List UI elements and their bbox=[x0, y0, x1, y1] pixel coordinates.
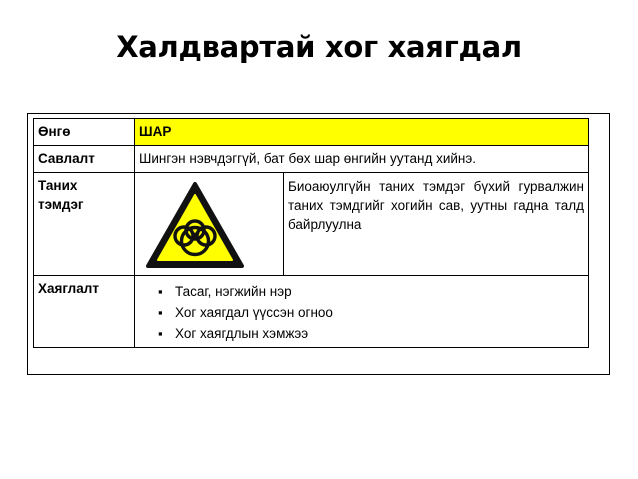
color-label: Өнгө bbox=[34, 119, 135, 146]
list-item: ▪ Хог хаягдлын хэмжээ bbox=[166, 323, 584, 344]
sign-label bbox=[34, 173, 135, 276]
table-row-labeling bbox=[34, 276, 589, 348]
table-row-packaging bbox=[34, 146, 589, 173]
labeling-list bbox=[139, 281, 584, 344]
sign-symbol-cell bbox=[135, 173, 284, 276]
table-row-color bbox=[34, 119, 589, 146]
sign-description: Биоаюулгүйн таних тэмдэг бүхий гурвалжин таних тэмдгийг хогийн сав, уутны гадна талд байрлуулна bbox=[284, 173, 589, 276]
sign-label-line1: Таних bbox=[38, 178, 78, 193]
packaging-label: Савлалт bbox=[34, 146, 135, 173]
packaging-value: Шингэн нэвчдэггүй, бат бөх шар өнгийн уутанд хийнэ. bbox=[135, 146, 589, 173]
color-value: ШАР bbox=[135, 119, 589, 146]
biohazard-warning-icon bbox=[145, 181, 245, 269]
list-item: ▪ Хог хаягдал үүссэн огноо bbox=[166, 302, 584, 323]
list-item: ▪ Тасаг, нэгжийн нэр bbox=[166, 281, 584, 302]
table-row-sign bbox=[34, 173, 589, 276]
sign-label-line2: тэмдэг bbox=[38, 197, 84, 212]
labeling-label: Хаяглалт bbox=[34, 276, 135, 348]
waste-info-table bbox=[33, 118, 589, 348]
labeling-list-cell bbox=[135, 276, 589, 348]
slide-title: Халдвартай хог хаягдал bbox=[116, 30, 522, 64]
